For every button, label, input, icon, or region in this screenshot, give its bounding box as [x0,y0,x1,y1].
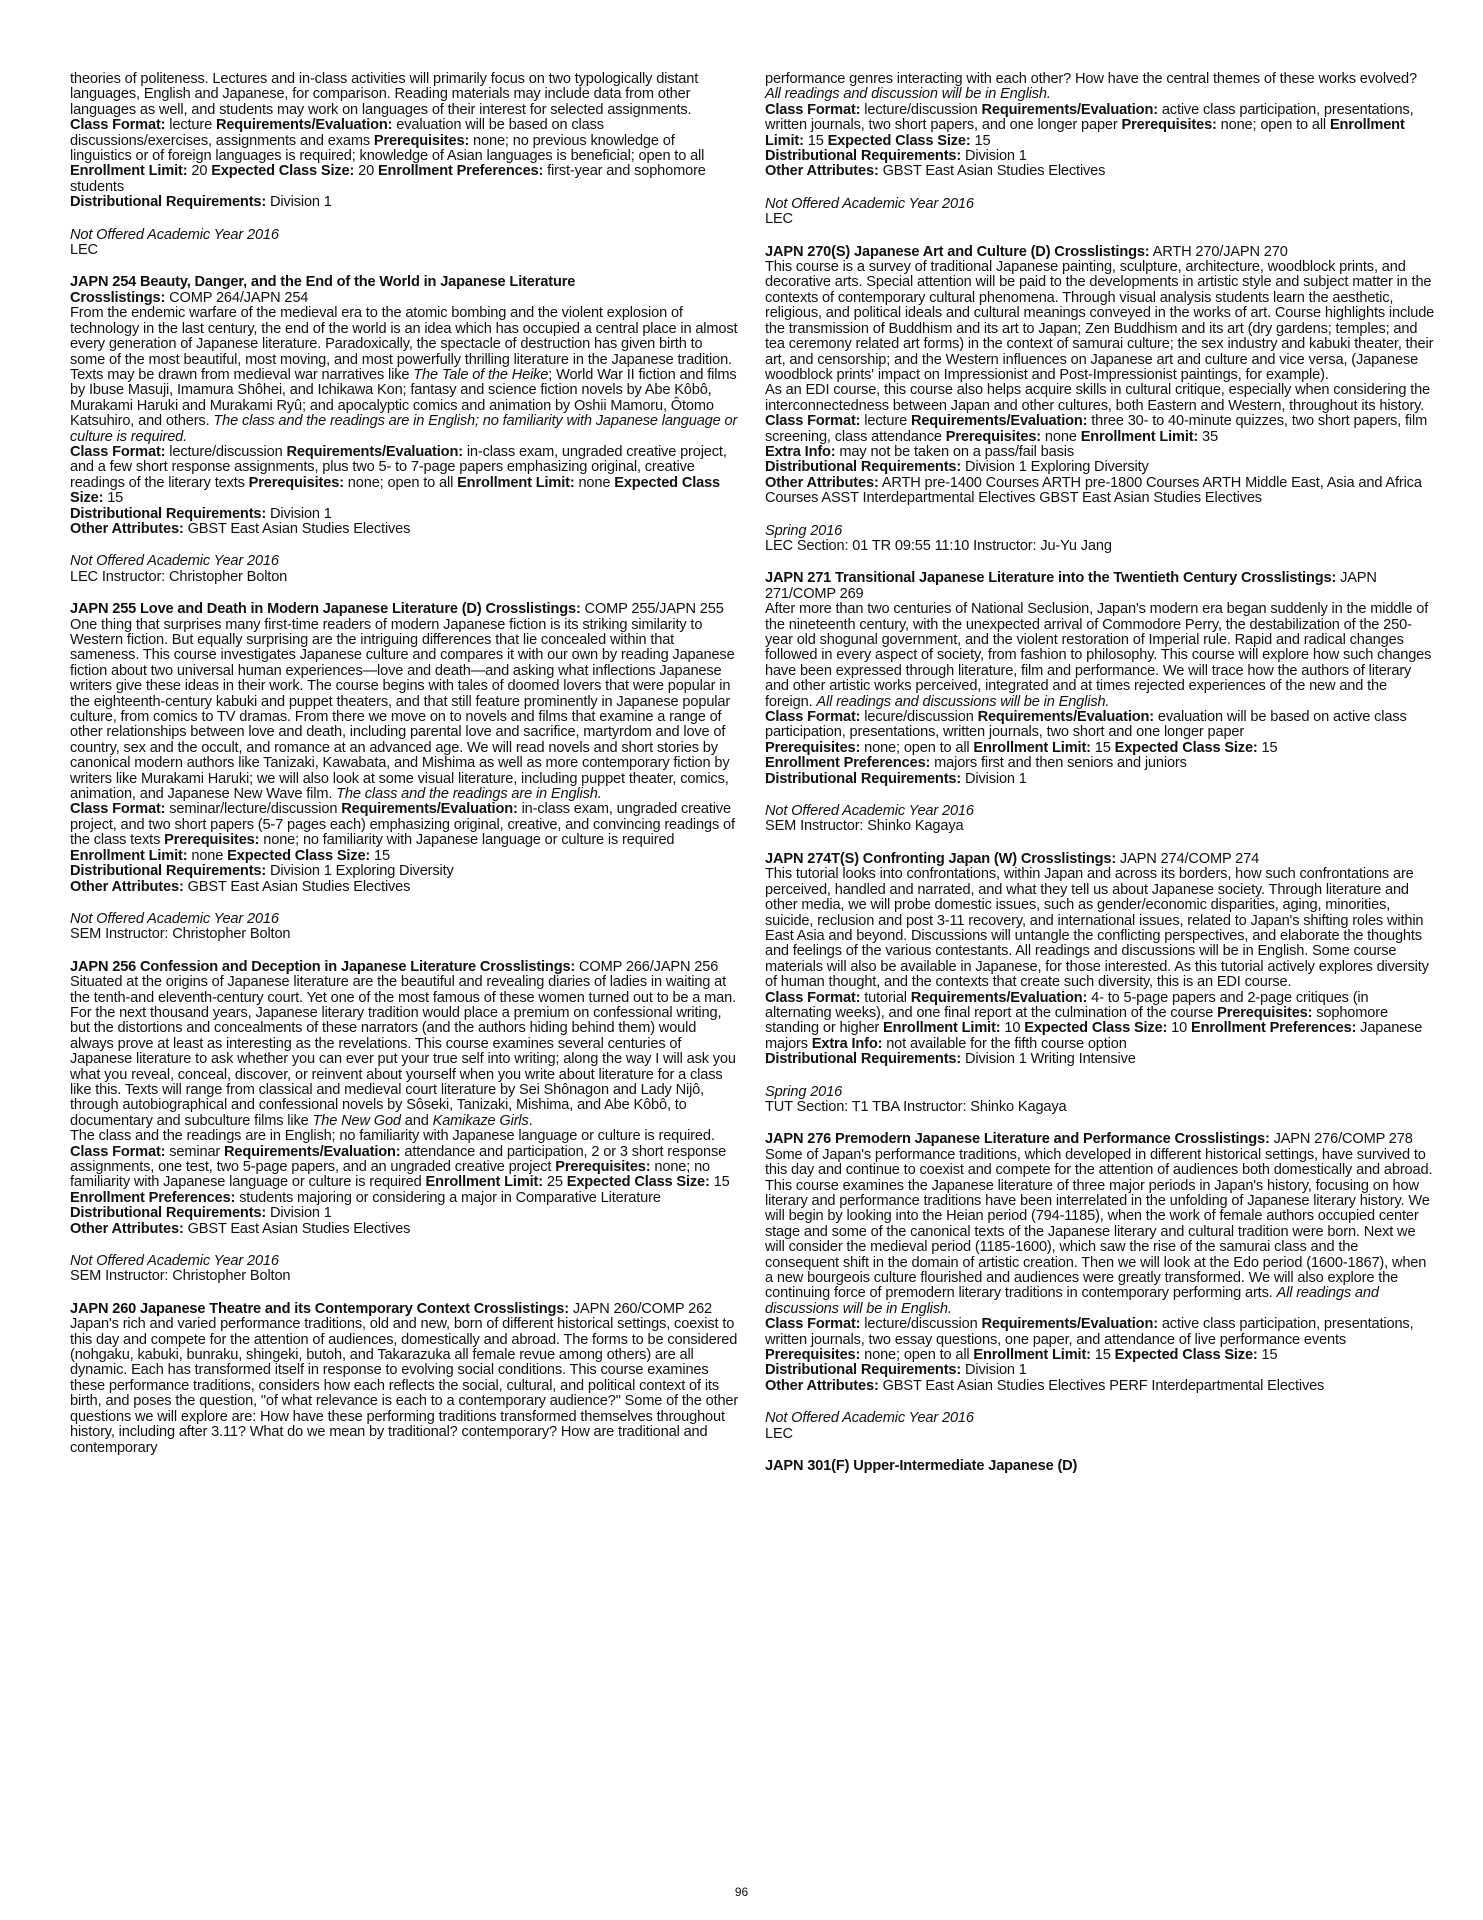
italic-text: Kamikaze Girls [432,1112,529,1129]
bold-label: Enrollment Preferences: [70,1189,236,1206]
bold-label: Prerequisites: [765,1347,861,1364]
catalog-paragraph [765,103,1435,149]
catalog-paragraph [765,1427,1435,1442]
bold-label: Expected Class Size: [70,474,721,507]
body-text: Division 1 [961,1362,1027,1379]
body-text: Division 1 [961,148,1027,165]
body-text: none; open to all [1216,117,1330,134]
paragraph-gap [765,1394,1435,1411]
bold-label: Enrollment Limit: [1080,428,1199,445]
catalog-paragraph [765,1085,1435,1100]
body-text: active class participation, presentations, written journals, two essay questions, one paper, and attendance of live performance events [765,1316,1414,1348]
catalog-paragraph [70,1222,740,1237]
bold-label: Prerequisites: [373,132,470,149]
body-text: JAPN 260/COMP 262 [568,1300,713,1317]
bold-label: Expected Class Size: [1024,1020,1168,1037]
paragraph-gap [765,507,1435,524]
paragraph-gap [70,895,740,912]
body-text: 15 [970,132,991,149]
body-text: sophomore standing or higher [765,1004,1388,1037]
paragraph-gap [765,554,1435,571]
body-text: LEC Section: 01 TR 09:55 11:10 Instructor: Ju-Yu Jang [765,537,1112,554]
body-text: and [400,1112,433,1129]
paragraph-gap [70,537,740,554]
body-text: TUT Section: T1 TBA Instructor: Shinko Kagaya [765,1098,1067,1115]
catalog-paragraph [765,1317,1435,1363]
catalog-paragraph [70,927,740,942]
bold-label: Expected Class Size: [1114,1347,1258,1364]
body-text: From the endemic warfare of the medieval era to the atomic bombing and the violent explosion of technology in the last century, the end of the world is an idea which has occupied a central place in almost every generation of Japanese literature. Paradoxically, the spectacle of destruction has given birth to some of the most beautiful, most moving, and most powerfully thrilling literature in the Japanese tradition. Texts may be drawn from medieval war narratives like [70,305,738,383]
bold-label: Other Attributes: [70,1220,184,1237]
body-text: GBST East Asian Studies Electives [183,878,411,895]
catalog-paragraph [70,306,740,445]
body-text: 10 [1000,1020,1025,1037]
catalog-paragraph [765,571,1435,602]
bold-label: Prerequisites: [1217,1004,1313,1021]
catalog-paragraph [765,1411,1435,1426]
paragraph-gap [765,228,1435,245]
italic-text: The class and the readings are in English. [336,786,602,803]
catalog-paragraph [70,507,740,522]
body-text: attendance and participation, 2 or 3 short response assignments, one test, two 5-page papers, and an ungraded creative project [70,1143,727,1175]
body-text: SEM Instructor: Christopher Bolton [70,1268,291,1285]
italic-text: Spring 2016 [765,522,843,539]
body-text: lecture [860,413,911,430]
bold-label: Distributional Requirements: [70,505,267,522]
body-text: 10 [1167,1020,1192,1037]
catalog-paragraph [70,570,740,585]
catalog-paragraph [765,867,1435,990]
paragraph-gap [765,1442,1435,1459]
body-text: JAPN 274/COMP 274 [1116,850,1260,867]
body-text: Japan's rich and varied performance traditions, old and new, born of different historical settings, coexist to this day and compete for the attention of audiences, domestically and abroad. The forms to be considered (nohgaku, kabuki, bunraku, shingeki, butoh, and Takarazuka all female revue among others) are all dynamic. Each has transformed itself in response to evolving social conditions. This course examines these performance traditions, considers how each reflects the social, cultural, and political context of its birth, and poses the question, "of what relevance is each to a contemporary audience?" Some of the other questions we will explore are: How have these performing traditions transformed themselves throughout history, including after 3.11? What do we mean by traditional? contemporary? How are traditional and contemporary [70,1316,739,1456]
catalog-paragraph [70,195,740,210]
catalog-paragraph [70,445,740,507]
body-text: This tutorial looks into confrontations, within Japan and across its borders, how such confrontations are perceived, handled and narrated, and what they tell us about Japanese society. Through literature and other media, we will probe domestic issues, such as gender/economic disparities, aging, minorities, suicide, reclusion and post 3-11 recovery, and international issues, related to Japan's shifting roles within East Asia and beyond. Discussions will untangle the conflicting perspectives, and elaborate the thoughts and feelings of the various contestants. All readings and discussions will be in English. Some course materials will also be available in Japanese, for those interested. As this tutorial actively explores diversity of human thought, and the contexts that create such diversity, this is an EDI course. [765,866,1429,991]
body-text: LEC [70,242,98,259]
bold-label: Distributional Requirements: [765,459,962,476]
bold-label: Class Format: [765,709,861,726]
body-text: in-class exam, ungraded creative project, and a few short response assignments, plus two 5- to 7-page papers emphasizing original, creative readings of the literary texts [70,443,727,491]
body-text: none; open to all [343,474,458,491]
body-text: COMP 255/JAPN 255 [580,601,724,618]
body-text: lecture/discussion [860,1316,982,1333]
body-text: lecture [165,117,216,134]
catalog-paragraph [70,118,740,195]
bold-label: Distributional Requirements: [70,194,267,211]
body-text: Division 1 Exploring Diversity [266,863,454,880]
paragraph-gap [70,943,740,960]
body-text: Japanese majors [765,1020,1423,1052]
bold-label: Enrollment Preferences: [1191,1020,1357,1037]
catalog-paragraph [765,197,1435,212]
bold-label: Distributional Requirements: [765,1362,962,1379]
bold-label: Expected Class Size: [827,132,971,149]
catalog-paragraph [70,291,740,306]
bold-label: Requirements/Evaluation: [224,1143,401,1160]
paragraph-gap [70,1237,740,1254]
body-text: 25 [542,1174,567,1191]
catalog-paragraph [765,245,1435,260]
bold-label: Expected Class Size: [211,163,355,180]
italic-text: Spring 2016 [765,1083,843,1100]
bold-label: Enrollment Limit: [70,847,188,864]
body-text: One thing that surprises many first-time readers of modern Japanese fiction is its striking similarity to Western fiction. But equally surprising are the intriguing differences that lie concealed within that sameness. This course investigates Japanese culture and compares it with our own by reading Japanese fiction about two universal human experiences—love and death—and asking what inflections Japanese writers give these ideas in their work. The course begins with tales of doomed lovers that were popular in the eighteenth-century kabuki and puppet theaters, and that still feature prominently in Japanese popular culture, from comics to TV dramas. From there we move on to novels and films that examine a range of other relationships between love and death, including parental love and sacrifice, martyrdom and love of country, sex and the occult, and romance at an advanced age. We will read novels and short stories by canonical modern authors like Tanizaki, Kawabata, and Mishima as well as more contemporary fiction by writers like Murakami Haruki; we will also look at some visual literature, including puppet theater, comics, animation, and Japanese New Wave film. [70,616,735,803]
body-text: LEC [765,1425,793,1442]
bold-label: JAPN 301(F) Upper-Intermediate Japanese (D) [765,1458,1078,1475]
body-text: . [528,1112,533,1129]
catalog-paragraph [70,1145,740,1207]
body-text: Some of Japan's performance traditions, which developed in different historical settings, have survived to this day and continue to coexist and compete for the attention of audiences both domestically and abroad. This course examines the Japanese literature of three major periods in Japan's history, focusing on how literary and performance traditions have been interrelated in the unfolding of Japanese literary history. We will begin by looking into the Heian period (794-1185), when the work of female authors occupied center stage and some of the canonical texts of the Japanese literary and cultural tradition were born. Next we will consider the medieval period (1185-1600), which saw the rise of the samurai class and the consequent shift in the domain of artistic creation. Then we will look at the Edo period (1600-1867), when a new bourgeois culture flourished and audiences were greatly transformed. We will also explore the continuing force of premodern literary traditions in contemporary performing arts. [765,1146,1433,1302]
catalog-paragraph [70,243,740,258]
body-text: 15 [103,490,124,507]
body-text: JAPN 271/COMP 269 [765,570,1377,602]
bold-label: Extra Info: [811,1035,883,1052]
italic-text: The Tale of the Heike [413,366,549,383]
body-text: evaluation will be based on class discussions/exercises, assignments and exams [70,117,604,149]
paragraph-gap [70,258,740,275]
bold-label: JAPN 256 Confession and Deception in Japanese Literature Crosslistings: [70,958,576,975]
catalog-paragraph [765,149,1435,164]
bold-label: Enrollment Limit: [765,117,1405,149]
bold-label: Prerequisites: [555,1159,651,1175]
body-text: 4- to 5-page papers and 2-page critiques (in alternating weeks), and one final report at the culmination of the course [765,989,1369,1021]
bold-label: Requirements/Evaluation: [215,117,393,134]
body-text: students majoring or considering a major in Comparative Literature [235,1189,661,1206]
catalog-paragraph [765,1100,1435,1115]
body-text: ; World War II fiction and films by Ibuse Masuji, Imamura Shôhei, and Ichikawa Kon; fantasy and science fiction novels by Abe Kôbô, Murakami Haruki and Murakami Ryû; and apocalyptic comics and animation by Oshii Mamoru, Ôtomo Katsuhiro, and others. [70,366,737,430]
body-text: none; no familiarity with Japanese language or culture is required [70,1159,710,1191]
catalog-paragraph [70,864,740,879]
bold-label: Prerequisites: [945,428,1042,445]
bold-label: Other Attributes: [70,520,184,537]
bold-label: Requirements/Evaluation: [286,443,463,460]
bold-label: Prerequisites: [765,739,861,756]
italic-text: All readings and discussions will be in English. [816,693,1110,710]
body-text: lecure/discussion [860,709,978,726]
catalog-paragraph [70,1206,740,1221]
bold-label: Crosslistings: [70,289,166,306]
catalog-paragraph [765,804,1435,819]
bold-label: Expected Class Size: [566,1174,710,1191]
body-text: 20 [354,163,378,180]
catalog-paragraph [765,1379,1435,1394]
body-text: After more than two centuries of National Seclusion, Japan's modern era began suddenly in the middle of the nineteenth century, with the unexpected arrival of Commodore Perry, the destabilization of the 250-year old shogunal government, and the violent restoration of Imperial rule. Rapid and radical changes followed in every aspect of society, from fashion to philosophy. This course will explore how such changes have been expressed through literature, film and performance. We will trace how the authors of literary and other artistic works perceived, integrated and at times rejected experiences of the new and the foreign. [765,601,1432,710]
catalog-paragraph [70,554,740,569]
bold-label: Class Format: [765,1316,861,1333]
bold-label: Requirements/Evaluation: [910,413,1088,430]
body-text: As an EDI course, this course also helps acquire skills in cultural critique, especially when considering the interconnectedness between Japan and other cultures, both Eastern and Western, throughout its history. [765,382,1431,414]
body-text: SEM Instructor: Shinko Kagaya [765,818,964,835]
paragraph-gap [765,835,1435,852]
body-text: Division 1 [266,505,332,522]
bold-label: JAPN 270(S) Japanese Art and Culture (D) Crosslistings: [765,243,1150,260]
catalog-paragraph [765,741,1435,756]
bold-label: Prerequisites: [248,474,344,491]
body-text: lecture/discussion [165,443,287,460]
body-text: ARTH 270/JAPN 270 [1149,243,1288,260]
catalog-paragraph [765,72,1435,87]
page-number: 96 [734,1885,749,1899]
bold-label: Distributional Requirements: [765,148,962,165]
italic-text: Not Offered Academic Year 2016 [70,1253,279,1270]
catalog-paragraph [765,756,1435,771]
bold-label: Distributional Requirements: [70,863,267,880]
catalog-paragraph [70,618,740,803]
bold-label: Requirements/Evaluation: [977,709,1155,726]
italic-text: All readings and discussions will be in English. [765,1285,1379,1317]
catalog-paragraph [765,87,1435,102]
body-text: active class participation, presentations, written journals, two short papers, and one longer paper [765,101,1414,134]
italic-text: Not Offered Academic Year 2016 [765,1410,974,1427]
catalog-paragraph [765,260,1435,383]
body-text: lecture/discussion [860,101,982,118]
catalog-paragraph [70,275,740,290]
body-text: 15 [1090,1347,1115,1364]
body-text: first-year and sophomore students [70,163,706,195]
body-text: 15 [803,132,828,149]
bold-label: Requirements/Evaluation: [981,101,1158,118]
catalog-paragraph [765,383,1435,414]
bold-label: Enrollment Limit: [70,163,188,180]
bold-label: Class Format: [765,101,861,118]
bold-label: Enrollment Limit: [973,1347,1091,1364]
bold-label: JAPN 255 Love and Death in Modern Japanese Literature (D) Crosslistings: [70,601,581,618]
bold-label: Enrollment Limit: [883,1020,1001,1037]
bold-label: JAPN 260 Japanese Theatre and its Contemporary Context Crosslistings: [70,1300,569,1317]
body-text: performance genres interacting with each other? How have the central themes of these works evolved? [765,71,1417,87]
bold-label: Class Format: [70,443,166,460]
catalog-paragraph [765,414,1435,445]
catalog-paragraph [70,72,740,118]
bold-label: Expected Class Size: [1114,739,1258,756]
body-text: This course is a survey of traditional Japanese painting, sculpture, architecture, woodblock prints, and decorative arts. Special attention will be paid to the developments in artistic style and subject matter in the contexts of contemporary cultural phenomena. Through visual analysis students learn the aesthetic, religious, and political ideals and cultural meanings conveyed in the works of art. Course highlights include the transmission of Buddhism and its art to Japan; Zen Buddhism and its art (dry gardens; temples; and tea ceremony related art forms) in the context of samurai culture; the sex industry and kabuki theater, their art, and censorship; and the Western influences on Japanese art and culture and vice versa, (Japanese woodblock prints' impact on Impressionist and Post-Impressionist paintings, for example). [765,259,1435,383]
italic-text: Not Offered Academic Year 2016 [765,195,974,212]
catalog-paragraph [70,602,740,617]
catalog-paragraph [70,975,740,1129]
italic-text: Not Offered Academic Year 2016 [70,226,279,243]
body-text: 20 [187,163,212,180]
catalog-paragraph [70,1254,740,1269]
catalog-paragraph [70,228,740,243]
body-text: may not be taken on a pass/fail basis [835,443,1074,460]
body-text: 15 [1090,739,1115,756]
bold-label: Requirements/Evaluation: [910,989,1088,1006]
body-text: COMP 264/JAPN 254 [165,289,309,306]
body-text: three 30- to 40-minute quizzes, two short papers, film screening, class attendance [765,413,1428,445]
body-text: GBST East Asian Studies Electives [183,1220,411,1237]
bold-label: JAPN 271 Transitional Japanese Literature into the Twentieth Century Crosslistings: [765,570,1337,587]
catalog-paragraph [765,1148,1435,1317]
body-text: none; no previous knowledge of linguistics or of foreign languages is required; knowledge of Asian languages is beneficial; open to all [70,132,705,165]
bold-label: Enrollment Preferences: [765,755,931,772]
catalog-paragraph [70,1317,740,1456]
italic-text: Not Offered Academic Year 2016 [70,910,279,927]
bold-label: Distributional Requirements: [765,1051,962,1068]
paragraph-gap [70,585,740,602]
bold-label: Class Format: [70,1143,166,1160]
bold-label: Enrollment Limit: [973,739,1091,756]
italic-text: Not Offered Academic Year 2016 [765,803,974,820]
catalog-paragraph [765,852,1435,867]
catalog-paragraph [765,602,1435,710]
catalog-paragraph [765,1132,1435,1147]
catalog-paragraph [765,212,1435,227]
catalog-paragraph [765,1052,1435,1067]
italic-text: Not Offered Academic Year 2016 [70,553,279,570]
paragraph-gap [765,1068,1435,1085]
body-text: Division 1 [961,770,1027,787]
catalog-paragraph [765,819,1435,834]
body-text: COMP 266/JAPN 256 [575,958,719,975]
body-text: The class and the readings are in English; no familiarity with Japanese language or culture is required. [70,1128,715,1145]
left-column [70,72,740,1456]
body-text: none [574,474,615,491]
body-text: evaluation will be based on active class participation, presentations, written journals, two short and one longer paper [765,709,1407,741]
italic-text: All readings and discussion will be in English. [765,86,1051,103]
body-text: 15 [1257,1347,1278,1364]
bold-label: JAPN 254 Beauty, Danger, and the End of the World in Japanese Literature [70,274,576,291]
bold-label: Extra Info: [765,443,836,460]
body-text: theories of politeness. Lectures and in-class activities will primarily focus on two typologically distant languages, English and Japanese, for comparison. Reading materials may include data from other languages as well, and students may work on languages of their interest for selected assignments. [70,71,699,118]
paragraph-gap [765,1115,1435,1132]
body-text: seminar/lecture/discussion [165,801,342,818]
catalog-paragraph [70,880,740,895]
body-text: majors first and then seniors and juniors [930,755,1187,772]
body-text: none; no familiarity with Japanese language or culture is required [259,832,675,849]
bold-label: Class Format: [765,989,861,1006]
catalog-paragraph [70,1269,740,1284]
bold-label: Other Attributes: [70,878,184,895]
paragraph-gap [765,180,1435,197]
bold-label: Prerequisites: [1121,117,1217,134]
body-text: none; open to all [860,1347,974,1364]
catalog-paragraph [70,802,740,864]
body-text: not available for the fifth course option [882,1035,1127,1052]
bold-label: Expected Class Size: [227,847,371,864]
bold-label: Enrollment Preferences: [377,163,544,180]
body-text: in-class exam, ungraded creative project, and two short papers (5-7 pages each) emphasizing original, creative, and convincing readings of the class texts [70,801,735,849]
bold-label: Class Format: [70,801,166,818]
bold-label: Class Format: [70,117,166,134]
bold-label: JAPN 276 Premodern Japanese Literature and Performance Crosslistings: [765,1131,1270,1148]
body-text: GBST East Asian Studies Electives [183,520,411,537]
body-text: LEC [765,211,793,228]
catalog-paragraph [70,912,740,927]
catalog-paragraph [765,1459,1435,1474]
catalog-paragraph [70,1302,740,1317]
body-text: none [1041,428,1081,445]
italic-text: The class and the readings are in English; no familiarity with Japanese language or culture is required. [70,413,738,445]
bold-label: Prerequisites: [164,832,260,849]
catalog-paragraph [765,710,1435,741]
bold-label: Class Format: [765,413,861,430]
bold-label: Enrollment Limit: [457,474,575,491]
catalog-paragraph [765,460,1435,475]
catalog-paragraph [70,960,740,975]
body-text: Division 1 [266,194,332,211]
bold-label: Distributional Requirements: [765,770,962,787]
body-text: 15 [709,1174,730,1191]
catalog-paragraph [70,522,740,537]
bold-label: Enrollment Limit: [425,1174,543,1191]
bold-label: Other Attributes: [765,474,879,491]
catalog-paragraph [70,1129,740,1144]
catalog-paragraph [765,539,1435,554]
bold-label: JAPN 274T(S) Confronting Japan (W) Crosslistings: [765,850,1117,867]
body-text: seminar [165,1143,225,1160]
paragraph-gap [70,211,740,228]
catalog-paragraph [765,1363,1435,1378]
catalog-paragraph [765,524,1435,539]
catalog-paragraph [765,991,1435,1053]
bold-label: Other Attributes: [765,163,879,180]
body-text: GBST East Asian Studies Electives PERF Interdepartmental Electives [878,1377,1325,1394]
body-text: SEM Instructor: Christopher Bolton [70,926,291,943]
bold-label: Requirements/Evaluation: [341,801,518,818]
bold-label: Other Attributes: [765,1377,879,1394]
body-text: 15 [370,847,390,864]
body-text: ARTH pre-1400 Courses ARTH pre-1800 Courses ARTH Middle East, Asia and Africa Courses ASST Interdepartmental Electives GBST East Asian Studies Electives [765,474,1422,507]
paragraph-gap [70,1285,740,1302]
body-text: 15 [1257,739,1278,756]
bold-label: Distributional Requirements: [70,1205,267,1222]
body-text: Division 1 Writing Intensive [961,1051,1136,1068]
paragraph-gap [765,787,1435,804]
catalog-paragraph [765,772,1435,787]
right-column [765,72,1435,1475]
body-text: JAPN 276/COMP 278 [1269,1131,1413,1148]
body-text: Situated at the origins of Japanese literature are the beautiful and revealing diaries of ladies in waiting at the tenth-and eleventh-century court. Yet one of the most famous of these women turned out to be a man. For the next thousand years, Japanese literary tradition would place a premium on confessional writing, but the distortions and concealments of these narrators (and the authors hiding behind them) would always prove at least as interesting as the revelations. This course examines several centuries of Japanese literature to ask whether you can ever put your true self into writing; along the way I will ask you what you reveal, conceal, discover, or reinvent about yourself when you write about literature for a class like this. Texts will range from classical and medieval court literature by Sei Shônagon and Lady Nijô, through autobiographical and confessional novels by Sôseki, Tanizaki, Mishima, and Abe Kôbô, to documentary and subculture films like [70,974,737,1129]
bold-label: Requirements/Evaluation: [981,1316,1158,1333]
body-text: Division 1 [266,1205,332,1222]
catalog-paragraph [765,164,1435,179]
italic-text: The New God [312,1112,401,1129]
body-text: none; open to all [860,739,974,756]
body-text: GBST East Asian Studies Electives [878,163,1106,180]
body-text: tutorial [860,989,911,1006]
body-text: Division 1 Exploring Diversity [961,459,1149,476]
body-text: none [187,847,228,864]
catalog-paragraph [765,476,1435,507]
catalog-paragraph [765,445,1435,460]
body-text: 35 [1198,428,1218,445]
body-text: LEC Instructor: Christopher Bolton [70,568,288,585]
